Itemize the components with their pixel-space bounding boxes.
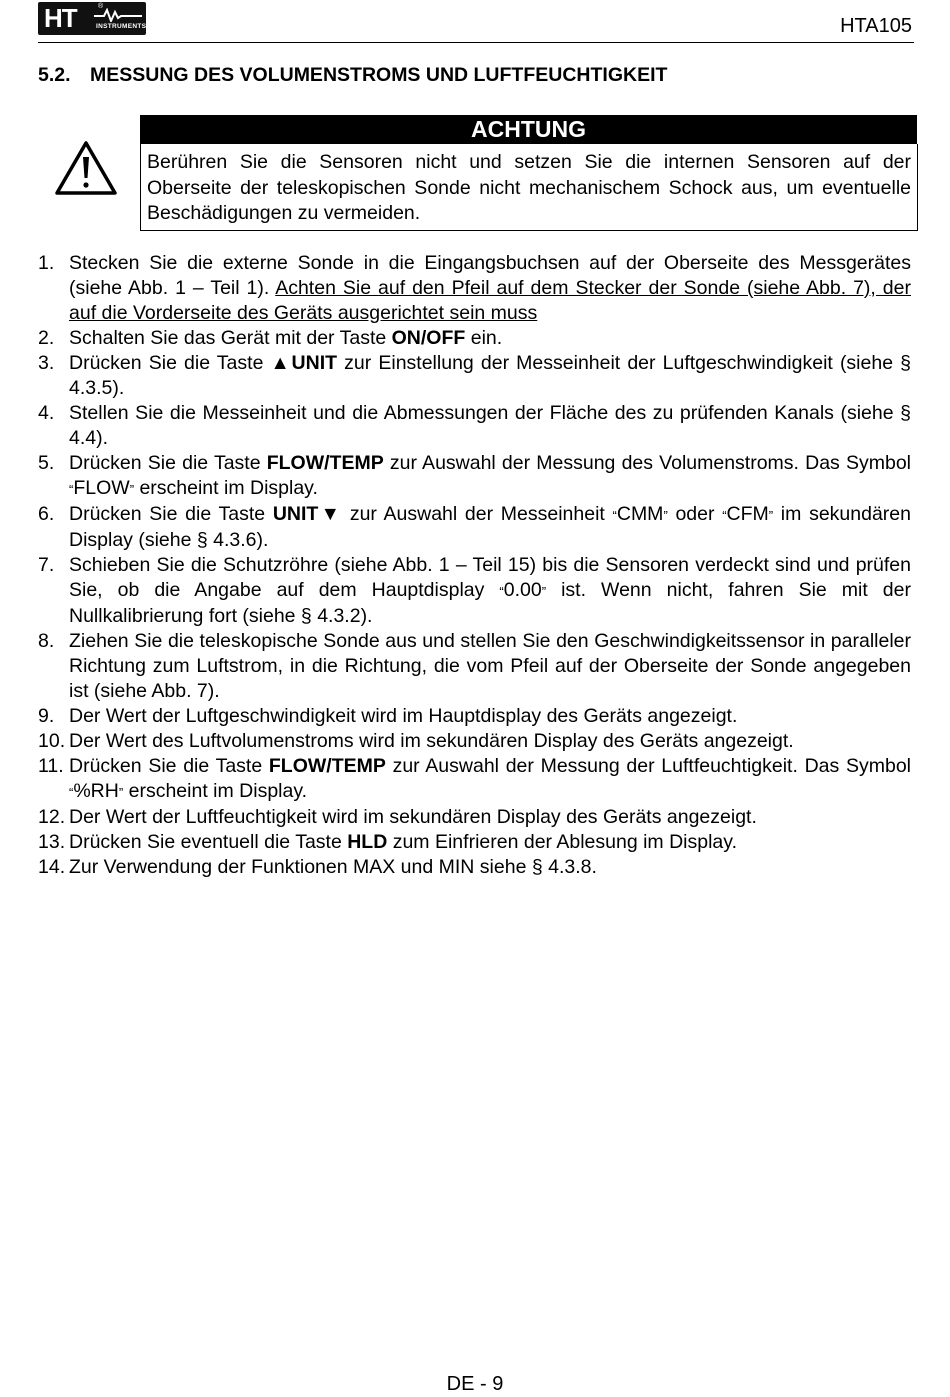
model-number: HTA105 xyxy=(840,15,912,37)
step-text-part: “ xyxy=(612,508,617,523)
step-number: 6. xyxy=(38,503,55,525)
step-text xyxy=(69,326,911,351)
list-item xyxy=(38,704,911,729)
step-number: 7. xyxy=(38,554,55,576)
step-text-part: Schieben Sie die Schutzröhre (siehe Abb. 1 – Teil 15) bis die Sensoren verdeckt sind und prüfen Sie, ob die Angabe auf dem Hauptdisplay xyxy=(69,554,911,601)
step-text-part: “ xyxy=(499,584,504,599)
list-item xyxy=(38,830,911,855)
section-heading xyxy=(38,64,667,87)
logo-text: HT xyxy=(44,3,77,33)
step-text-part: “ xyxy=(722,508,727,523)
step-text-part: Der Wert des Luftvolumenstroms wird im sekundären Display des Geräts angezeigt. xyxy=(69,730,794,752)
key-name: UNIT▼ xyxy=(272,503,343,525)
step-text xyxy=(69,251,911,326)
step-text-part: erscheint im Display. xyxy=(134,477,318,499)
logo-wave-icon xyxy=(94,8,142,22)
step-number: 13. xyxy=(38,831,66,853)
step-text-part: Drücken Sie eventuell die Taste xyxy=(69,831,348,853)
step-text xyxy=(69,502,911,553)
list-item xyxy=(38,729,911,754)
step-text-part: ” xyxy=(541,584,547,599)
step-text-part: zum Einfrieren der Ablesung im Display. xyxy=(387,831,738,853)
step-text xyxy=(69,629,911,704)
step-text xyxy=(69,451,911,502)
step-text xyxy=(69,855,911,880)
step-text xyxy=(69,729,911,754)
key-name: ▲UNIT xyxy=(270,352,338,374)
section-title: MESSUNG DES VOLUMENSTROMS UND LUFTFEUCHTIGKEIT xyxy=(90,64,668,86)
step-text-part: ” xyxy=(663,508,668,523)
step-text-part: zur Auswahl der Messung der Luftfeuchtigkeit. Das Symbol xyxy=(385,755,911,777)
section-number: 5.2. xyxy=(38,64,71,86)
step-number: 1. xyxy=(38,252,55,274)
step-text-part: CFM xyxy=(726,503,769,525)
step-number: 8. xyxy=(38,630,55,652)
key-name: FLOW/TEMP xyxy=(266,452,384,474)
step-text-part: ” xyxy=(118,785,124,800)
list-item xyxy=(38,805,911,830)
step-number: 11. xyxy=(38,755,64,777)
procedure-steps xyxy=(38,251,911,880)
step-text-part: Stecken Sie die externe Sonde in die Eingangsbuchsen auf der Oberseite des Messgerätes (siehe Abb. 1 – Teil 1). xyxy=(69,252,911,299)
step-text-part: Drücken Sie die Taste xyxy=(69,503,273,525)
step-text xyxy=(69,704,911,729)
key-name: ON/OFF xyxy=(391,327,466,349)
step-text-part: ” xyxy=(129,482,135,497)
step-text xyxy=(69,351,911,401)
step-text xyxy=(69,754,911,805)
step-text xyxy=(69,553,911,629)
step-number: 3. xyxy=(38,352,55,374)
step-text-part: Ziehen Sie die teleskopische Sonde aus und stellen Sie den Geschwindigkeitssensor in paralleler Richtung zum Luftstrom, in die Richtung, die vom Pfeil auf der Oberseite der Sonde angegeben ist (siehe Abb. 7). xyxy=(69,630,911,702)
step-text-part: Zur Verwendung der Funktionen MAX und MIN siehe § 4.3.8. xyxy=(69,856,597,878)
ht-instruments-logo xyxy=(38,2,146,35)
warning-text: Berühren Sie die Sensoren nicht und setzen Sie die internen Sensoren auf der Oberseite der teleskopischen Sonde nicht mechanischem Schock aus, um eventuelle Beschädigungen zu vermeiden. xyxy=(140,144,918,231)
list-item xyxy=(38,629,911,704)
step-text-part: Der Wert der Luftgeschwindigkeit wird im Hauptdisplay des Geräts angezeigt. xyxy=(69,705,738,727)
step-text-part: CMM xyxy=(616,503,664,525)
list-item xyxy=(38,401,911,451)
step-text-part: Drücken Sie die Taste xyxy=(69,452,267,474)
step-text-part: FLOW xyxy=(73,477,130,499)
step-text-part: zur Einstellung der Messeinheit der Luftgeschwindigkeit (siehe § 4.3.5). xyxy=(69,352,912,399)
step-text-part: %RH xyxy=(73,780,119,802)
step-text-part: Der Wert der Luftfeuchtigkeit wird im sekundären Display des Geräts angezeigt. xyxy=(69,806,757,828)
list-item xyxy=(38,502,911,553)
step-text xyxy=(69,401,911,451)
list-item xyxy=(38,451,911,502)
step-text-part: zur Auswahl der Messung des Volumenstroms. Das Symbol xyxy=(383,452,911,474)
key-name: HLD xyxy=(347,831,388,853)
step-text-part: Stellen Sie die Messeinheit und die Abmessungen der Fläche des zu prüfenden Kanals (siehe § 4.4). xyxy=(69,402,911,449)
step-number: 9. xyxy=(38,705,55,727)
step-text-part: “ xyxy=(69,482,74,497)
logo-registered-mark: ® xyxy=(98,3,104,10)
warning-triangle-icon xyxy=(54,140,118,196)
warning-title: ACHTUNG xyxy=(140,115,917,144)
step-text xyxy=(69,830,911,855)
underlined-note: Achten Sie auf den Pfeil auf dem Stecker der Sonde (siehe Abb. 7), der auf die Vorderseite des Geräts ausgerichtet sein muss xyxy=(69,277,911,324)
list-item xyxy=(38,754,911,805)
list-item xyxy=(38,553,911,629)
page-number: DE - 9 xyxy=(446,1373,504,1395)
step-number: 10. xyxy=(38,730,66,752)
key-name: FLOW/TEMP xyxy=(268,755,386,777)
list-item xyxy=(38,855,911,880)
step-text xyxy=(69,805,911,830)
page-header xyxy=(38,0,914,43)
step-text-part: erscheint im Display. xyxy=(123,780,308,802)
list-item xyxy=(38,351,911,401)
step-text-part: ” xyxy=(768,508,774,523)
step-text-part: im sekundären Display (siehe § 4.3.6). xyxy=(69,503,911,551)
step-text-part: “ xyxy=(69,785,74,800)
step-number: 4. xyxy=(38,402,55,424)
step-number: 12. xyxy=(38,806,66,828)
step-text-part: Schalten Sie das Gerät mit der Taste xyxy=(69,327,392,349)
step-text-part: Drücken Sie die Taste xyxy=(69,352,271,374)
step-text-part: 0.00 xyxy=(503,579,542,601)
list-item xyxy=(38,326,911,351)
step-text-part: Drücken Sie die Taste xyxy=(69,755,269,777)
list-item xyxy=(38,251,911,326)
step-number: 14. xyxy=(38,856,66,878)
step-text-part: oder xyxy=(667,503,723,525)
step-text-part: ist. Wenn nicht, fahren Sie mit der Nullkalibrierung fort (siehe § 4.3.2). xyxy=(69,579,911,627)
logo-subtitle: INSTRUMENTS xyxy=(96,23,147,30)
step-text-part: ein. xyxy=(465,327,503,349)
step-number: 2. xyxy=(38,327,55,349)
step-text-part: zur Auswahl der Messeinheit xyxy=(342,503,613,525)
step-number: 5. xyxy=(38,452,55,474)
